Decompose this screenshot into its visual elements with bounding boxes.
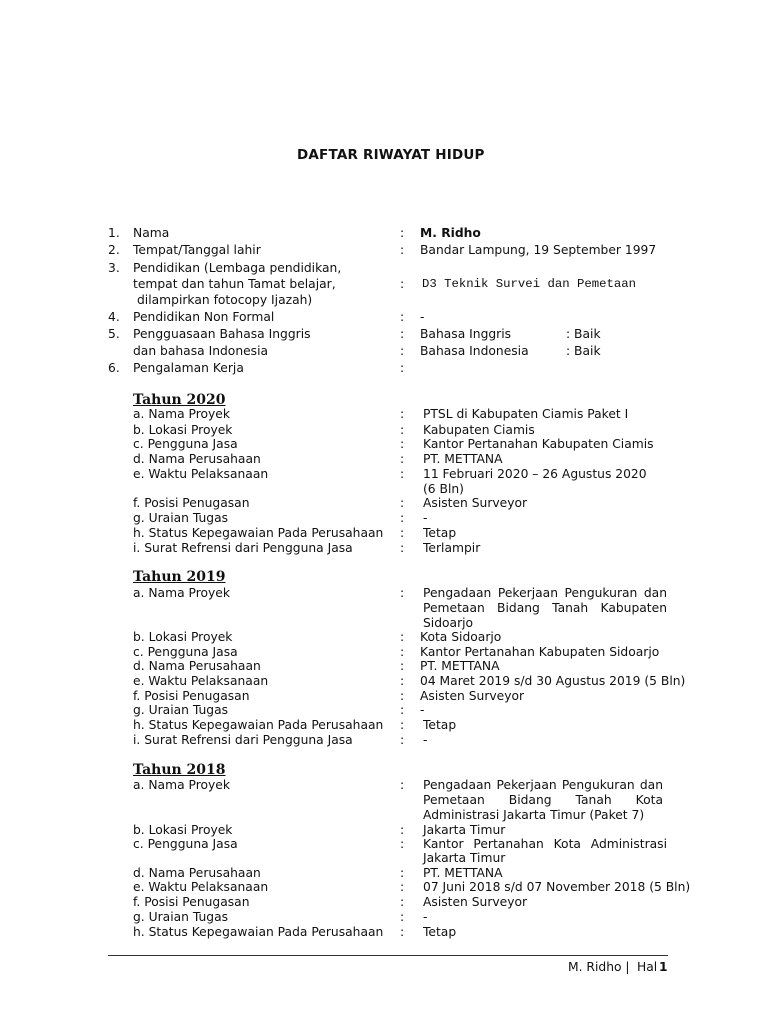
- row-value: Pengadaan Pekerjaan Pengukuran dan: [423, 778, 663, 792]
- item-value: D3 Teknik Survei dan Pemetaan: [422, 277, 637, 291]
- item-label: tempat dan tahun Tamat belajar,: [133, 277, 336, 291]
- language-level: : Baik: [566, 344, 601, 358]
- row-label: h. Status Kepegawaian Pada Perusahaan: [133, 925, 384, 939]
- colon: :: [400, 689, 405, 703]
- item-number: 6.: [108, 361, 120, 375]
- item-label: Pendidikan (Lembaga pendidikan,: [133, 261, 342, 275]
- item-label: Tempat/Tanggal lahir: [133, 243, 261, 257]
- row-value: PT. METTANA: [423, 452, 503, 466]
- language-name: Bahasa Indonesia: [420, 344, 529, 358]
- colon: :: [400, 526, 405, 540]
- colon: :: [400, 674, 405, 688]
- row-value: Asisten Surveyor: [423, 496, 528, 510]
- row-value: PT. METTANA: [423, 866, 503, 880]
- colon: :: [400, 895, 405, 909]
- row-label: h. Status Kepegawaian Pada Perusahaan: [133, 526, 384, 540]
- colon: :: [400, 226, 405, 240]
- item-number: 4.: [108, 310, 120, 324]
- row-label: e. Waktu Pelaksanaan: [133, 674, 269, 688]
- row-value: Kantor Pertanahan Kabupaten Sidoarjo: [420, 645, 660, 659]
- row-label: e. Waktu Pelaksanaan: [133, 467, 269, 481]
- colon: :: [400, 344, 405, 358]
- row-label: d. Nama Perusahaan: [133, 452, 261, 466]
- row-label: d. Nama Perusahaan: [133, 866, 261, 880]
- language-name: Bahasa Inggris: [420, 327, 512, 341]
- row-label: c. Pengguna Jasa: [133, 645, 238, 659]
- row-value: Tetap: [423, 718, 457, 732]
- row-value: Jakarta Timur: [423, 823, 506, 837]
- row-label: h. Status Kepegawaian Pada Perusahaan: [133, 718, 384, 732]
- item-number: 1.: [108, 226, 120, 240]
- row-label: i. Surat Refrensi dari Pengguna Jasa: [133, 541, 353, 555]
- row-value: 07 Juni 2018 s/d 07 November 2018 (5 Bln): [423, 880, 691, 894]
- colon: :: [400, 243, 405, 257]
- colon: :: [400, 880, 405, 894]
- colon: :: [400, 437, 405, 451]
- row-value: Sidoarjo: [423, 616, 474, 630]
- row-value: Administrasi Jakarta Timur (Paket 7): [423, 808, 645, 822]
- row-value: 04 Maret 2019 s/d 30 Agustus 2019 (5 Bln): [420, 674, 686, 688]
- row-label: g. Uraian Tugas: [133, 910, 229, 924]
- colon: :: [400, 823, 405, 837]
- colon: :: [400, 423, 405, 437]
- experience-year-heading: Tahun 2019: [133, 569, 226, 585]
- language-level: : Baik: [566, 327, 601, 341]
- colon: :: [400, 511, 405, 525]
- colon: :: [400, 467, 405, 481]
- item-label: Nama: [133, 226, 170, 240]
- footer-author: M. Ridho |: [568, 960, 630, 974]
- colon: :: [400, 452, 405, 466]
- row-value: -: [423, 733, 428, 747]
- row-label: b. Lokasi Proyek: [133, 423, 233, 437]
- item-label: Pengguasaan Bahasa Inggris: [133, 327, 311, 341]
- row-label: a. Nama Proyek: [133, 778, 230, 792]
- row-label: d. Nama Perusahaan: [133, 659, 261, 673]
- row-label: i. Surat Refrensi dari Pengguna Jasa: [133, 733, 353, 747]
- row-label: c. Pengguna Jasa: [133, 837, 238, 851]
- colon: :: [400, 327, 405, 341]
- colon: :: [400, 910, 405, 924]
- row-value: PT. METTANA: [420, 659, 500, 673]
- colon: :: [400, 361, 405, 375]
- row-value: Pemetaan Bidang Tanah Kabupaten: [423, 601, 667, 615]
- item-value: M. Ridho: [420, 226, 481, 240]
- item-number: 2.: [108, 243, 120, 257]
- row-value: -: [423, 910, 428, 924]
- colon: :: [400, 837, 405, 851]
- experience-year-heading: Tahun 2020: [133, 392, 226, 408]
- colon: :: [400, 718, 405, 732]
- row-value: 11 Februari 2020 – 26 Agustus 2020: [423, 467, 647, 481]
- footer-page-label: Hal: [637, 960, 658, 974]
- row-value: (6 Bln): [423, 482, 464, 496]
- row-label: g. Uraian Tugas: [133, 703, 229, 717]
- row-value: Asisten Surveyor: [420, 689, 525, 703]
- row-label: f. Posisi Penugasan: [133, 689, 250, 703]
- item-number: 3.: [108, 261, 120, 275]
- item-value: -: [420, 310, 425, 324]
- row-value: Jakarta Timur: [423, 851, 506, 865]
- row-value: Asisten Surveyor: [423, 895, 528, 909]
- item-label: Pengalaman Kerja: [133, 361, 244, 375]
- row-label: a. Nama Proyek: [133, 586, 230, 600]
- colon: :: [400, 277, 405, 291]
- row-value: Tetap: [423, 526, 457, 540]
- row-label: a. Nama Proyek: [133, 407, 230, 421]
- colon: :: [400, 630, 405, 644]
- row-label: e. Waktu Pelaksanaan: [133, 880, 269, 894]
- colon: :: [400, 778, 405, 792]
- experience-year-heading: Tahun 2018: [133, 762, 226, 778]
- row-value: Terlampir: [423, 541, 481, 555]
- item-value: Bandar Lampung, 19 September 1997: [420, 243, 657, 257]
- colon: :: [400, 733, 405, 747]
- footer-divider: [108, 955, 668, 956]
- colon: :: [400, 645, 405, 659]
- row-label: f. Posisi Penugasan: [133, 895, 250, 909]
- row-label: b. Lokasi Proyek: [133, 823, 233, 837]
- row-value: Tetap: [423, 925, 457, 939]
- row-label: f. Posisi Penugasan: [133, 496, 250, 510]
- colon: :: [400, 541, 405, 555]
- item-number: 5.: [108, 327, 120, 341]
- item-label: dilampirkan fotocopy Ijazah): [137, 293, 313, 307]
- colon: :: [400, 496, 405, 510]
- footer-page-number: 1: [659, 960, 668, 974]
- page-title: DAFTAR RIWAYAT HIDUP: [297, 147, 485, 163]
- row-value: Kota Sidoarjo: [420, 630, 502, 644]
- colon: :: [400, 586, 405, 600]
- row-value: Pengadaan Pekerjaan Pengukuran dan: [423, 586, 667, 600]
- row-value: Kantor Pertanahan Kota Administrasi: [423, 837, 667, 851]
- row-value: PTSL di Kabupaten Ciamis Paket I: [423, 407, 629, 421]
- row-label: c. Pengguna Jasa: [133, 437, 238, 451]
- item-label: Pendidikan Non Formal: [133, 310, 275, 324]
- row-value: -: [423, 511, 428, 525]
- row-value: Kabupaten Ciamis: [423, 423, 535, 437]
- colon: :: [400, 866, 405, 880]
- colon: :: [400, 703, 405, 717]
- colon: :: [400, 659, 405, 673]
- row-label: g. Uraian Tugas: [133, 511, 229, 525]
- row-value: Pemetaan Bidang Tanah Kota: [423, 793, 663, 807]
- colon: :: [400, 407, 405, 421]
- colon: :: [400, 310, 405, 324]
- item-label: dan bahasa Indonesia: [133, 344, 269, 358]
- row-value: -: [420, 703, 425, 717]
- row-label: b. Lokasi Proyek: [133, 630, 233, 644]
- colon: :: [400, 925, 405, 939]
- row-value: Kantor Pertanahan Kabupaten Ciamis: [423, 437, 654, 451]
